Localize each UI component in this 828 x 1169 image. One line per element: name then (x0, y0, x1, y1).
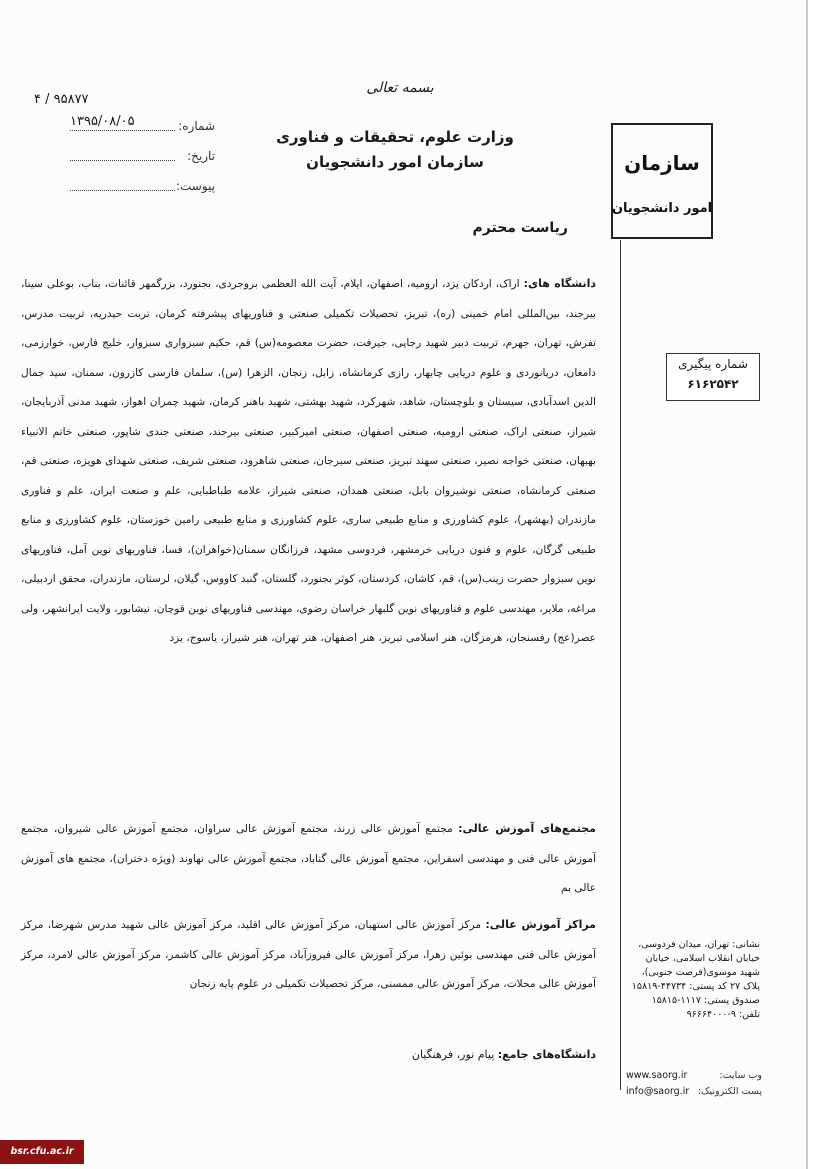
margin-rule (620, 240, 621, 1090)
website-link[interactable]: www.saorg.ir (626, 1070, 688, 1081)
tracking-label: شماره پیگیری (678, 357, 748, 371)
address-block: نشانی: تهران، میدان فردوسی، خیابان انقلاب اسلامی، خیابان شهید موسوی(فرصت جنوبی)، پلاک ۲۷ کد پستی: ۴۴۷۳۴-۱۵۸۱۹ صندوق پستی: ۱۱۱۷-۱۵۸۱۵ تلفن: ۹-۹۶۶۶۴۰۰۰ (631, 939, 760, 1020)
number-field (30, 116, 270, 138)
logo-line1: سازمان (624, 151, 700, 175)
contact-block (626, 1068, 762, 1100)
scan-edge (806, 0, 808, 1169)
centers-heading: مراکز آموزش عالی: (485, 918, 596, 931)
attachment-label: پیوست: (175, 179, 215, 193)
complexes-list: مجتمع آموزش عالی زرند، مجتمع آموزش عالی سراوان، مجتمع آموزش عالی شیروان، مجتمع آموزش عالی فنی و مهندسی اسفراین، مجتمع آموزش عالی گناباد، مجتمع آموزش عالی نهاوند (ویژه دختران)، مجتمع های آموزش عالی بم (21, 823, 596, 894)
comprehensive-paragraph (412, 1048, 596, 1061)
number-value: ۱۳۹۵/۰۸/۰۵ (70, 114, 135, 129)
universities-paragraph (21, 269, 596, 654)
complexes-paragraph (21, 814, 596, 904)
salutation: ریاست محترم (472, 220, 568, 236)
organization-logo (610, 122, 714, 240)
complexes-heading: مجتمع‌های آموزش عالی: (458, 822, 596, 835)
number-label: شماره: (178, 119, 215, 133)
organization-name: سازمان امور دانشجویان (306, 153, 484, 171)
centers-paragraph (21, 910, 596, 1000)
tracking-box (666, 353, 760, 401)
email-link[interactable]: info@saorg.ir (626, 1086, 690, 1097)
centers-list: مرکز آموزش عالی استهبان، مرکز آموزش عالی اقلید، مرکز آموزش عالی شهید مدرس شهرضا، مرکز آموزش عالی فنی مهندسی بوئین زهرا، مرکز آموزش عالی فیروزآباد، مرکز آموزش عالی کاشمر، مرکز آموزش عالی لامرد، مرکز آموزش عالی محلات، مرکز آموزش عالی ممسنی، مرکز تحصیلات تکمیلی در علوم پایه زنجان (21, 919, 596, 990)
website-label: وب سایت: (719, 1070, 762, 1081)
site-badge[interactable]: bsr.cfu.ac.ir (0, 1140, 84, 1164)
tracking-number: ۶۱۶۲۵۴۲ (687, 377, 739, 391)
attachment-dots (70, 190, 175, 191)
website-row (626, 1068, 762, 1084)
logo-line2: امور دانشجویان (611, 201, 713, 216)
email-label: پست الکترونیک: (697, 1086, 762, 1097)
number-dots (70, 130, 175, 131)
bismillah: بسمه تعالی (366, 80, 434, 96)
ministry-name: وزارت علوم، تحقیقات و فناوری (276, 128, 514, 146)
date-dots (70, 160, 175, 161)
comprehensive-list: پیام نور، فرهنگیان (411, 1048, 495, 1061)
date-field (30, 146, 270, 168)
universities-list: اراک، اردکان یزد، ارومیه، اصفهان، ایلام، آیت الله العظمی بروجردی، بجنورد، بزرگمهر قائنات، بناب، بوعلی سینا، بیرجند، بین‌المللی امام خمینی (ره)، تبریز، تحصیلات تکمیلی صنعتی و فناوریهای پیشرفته کرمان، تربت حیدریه، تربیت مدرس، تفرش، تهران، جهرم، تربیت دبیر شهید رجایی، جیرفت، حضرت معصومه(س) قم، حکیم سبزواری سبزوار، خلیج فارس، خوارزمی، دامغان، دریانوردی و علوم دریایی چابهار، رازی کرمانشاه، زابل، زنجان، الزهرا (س)، سلمان فارسی کازرون، سمنان، سید جمال الدین اسدآبادی، سیستان و بلوچستان، شاهد، شهرکرد، شهید بهشتی، شهید باهنر کرمان، شهید چمران اهواز، شهید مدنی آذربایجان، شیراز، صنعتی اراک، صنعتی ارومیه، صنعتی اصفهان، صنعتی امیرکبیر، صنعتی بیرجند، صنعتی جندی شاپور، صنعتی خاتم الانبیاء بهبهان، صنعتی خواجه نصیر، صنعتی سهند تبریز، صنعتی سیرجان، صنعتی شاهرود، صنعتی شریف، صنعتی شهدای هویزه، صنعتی قم، صنعتی کرمانشاه، صنعتی نوشیروان بابل، صنعتی همدان، صنعتی شیراز، علامه طباطبایی، علم و صنعت ایران، علم و فناوری مازندران (بهشهر)، علوم کشاورزی و منابع طبیعی ساری، علوم کشاورزی و منابع طبیعی رامین خوزستان، علوم کشاورزی و منابع طبیعی گرگان، علوم و فنون دریایی خرمشهر، فردوسی مشهد، فرزانگان سمنان(خواهران)، فسا، فناوریهای نوین آمل، فناوریهای نوین سبزوار حضرت زینب(س)، قم، کاشان، کردستان، کوثر بجنورد، گلستان، گنبد کاووس، گیلان، لرستان، مازندران، محقق اردبیلی، مراغه، ملایر، مهندسی علوم و فناوریهای نوین گلبهار خراسان رضوی، مهندسی فناوریهای نوین قوچان، نیشابور، ولایت ایرانشهر، ولی عصر(عج) رفسنجان، هرمزگان، هنر اسلامی تبریز، هنر اصفهان، هنر تهران، هنر شیراز، یاسوج، یزد (21, 278, 596, 644)
email-row (626, 1084, 762, 1100)
letter-number: ۴ / ۹۵۸۷۷ (34, 92, 89, 107)
universities-heading: دانشگاه های: (523, 277, 597, 290)
attachment-field (30, 176, 270, 198)
comprehensive-heading: دانشگاه‌های جامع: (497, 1048, 596, 1061)
date-label: تاریخ: (187, 149, 215, 163)
letterhead (270, 125, 520, 175)
